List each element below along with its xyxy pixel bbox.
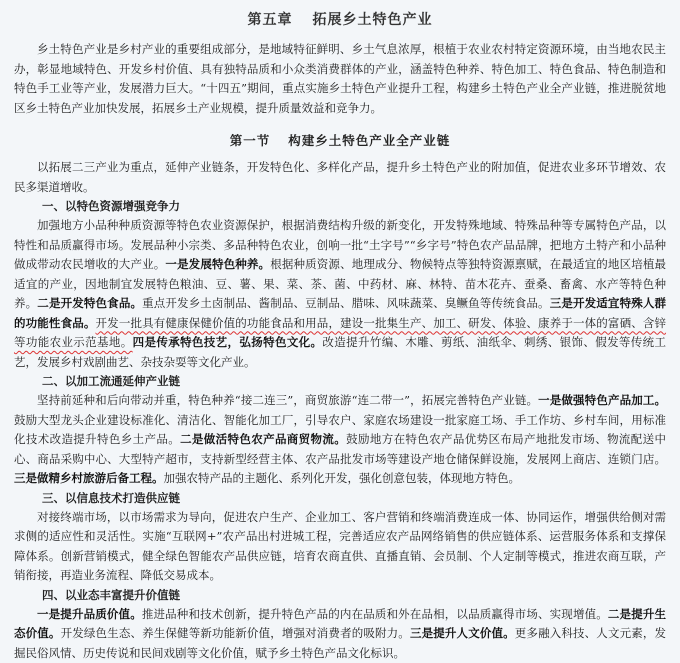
keyword-phrase: 三是提升人文价值。: [410, 626, 515, 640]
chapter-heading: [14, 10, 666, 30]
subsection-title-3: 三、以信息技术打造供应链: [14, 489, 666, 508]
chapter-title: 拓展乡土特色产业: [313, 12, 433, 28]
text-run: 坚持前延种和后向带动并重，特色种养“接二连三”，商贸旅游“连二带一”，拓展完善特色产业链。: [37, 393, 538, 407]
text-run: 重点开发乡土卤制品、酱制品、豆制品、腊味、风味蔬菜、臭鳜鱼等传统食品。: [142, 296, 550, 310]
text-run: 推进品种和技术创新，提升特色产品的内在品质和外在品相，以品质赢得市场、实现增值。: [142, 607, 608, 621]
text-run: 鼓励大型龙头企业建设标准化、清洁化、智能化加工厂，引导农户、家庭农场建设一批家庭工场、手工作坊、乡村车间，用标准化技术改造提升特色乡土产品。: [14, 413, 666, 447]
keyword-phrase: 一是提升品质价值。: [37, 607, 142, 621]
text-run: 根据种质资源、地理成分、物候特点等独特资源禀赋，在最适宜的地区培植最适宜的产业，因地制宜发展特色粮油、豆、薯、果、菜、茶、菌、中药材、麻、林特、苗木花卉、蚕桑、畜禽、水产等特色种养。: [14, 257, 666, 310]
keyword-phrase: 一是做强特色产品加工。: [538, 393, 666, 407]
subsection-title-2: 二、以加工流通延伸产业链: [14, 372, 666, 391]
keyword-phrase: 二是提升生态价值。: [14, 607, 666, 641]
subsection-title-4: 四、以业态丰富提升价值链: [14, 586, 666, 605]
text-run: 加强农特产品的主题化、系列化开发，强化创意包装，体现地方特色。: [164, 471, 521, 485]
section-heading: [14, 131, 666, 149]
text-run: 鼓励地方在特色农产品优势区布局产地批发市场、物流配送中心、商品采购中心、大型特产超市，支持新型经营主体、农产品批发市场等建设产地仓储保鲜设施，发展网上商店、连锁门店。: [14, 432, 666, 466]
subsection-4-paragraph: [14, 605, 666, 663]
keyword-phrase: 四是传承特色技艺，弘扬特色文化。: [133, 335, 323, 349]
subsection-2-paragraph: [14, 391, 666, 489]
text-run: 开发绿色生态、养生保健等新功能新价值，增强对消费者的吸附力。: [61, 626, 410, 640]
section-title: 构建乡土特色产业全产业链: [288, 133, 450, 148]
section-intro-paragraph: 以拓展二三产业为重点，延伸产业链条，开发特色化、多样化产品，提升乡土特色产业的附加值，促进农业多环节增效、农民多渠道增收。: [14, 158, 666, 197]
text-run: 改造提升竹编、木雕、剪纸、油纸伞、刺绣、银饰、假发等传统工艺，发展乡村戏剧曲艺、杂技杂耍等文化产业。: [14, 335, 666, 369]
section-number: 第一节: [230, 133, 271, 148]
subsection-title-1: 一、以特色资源增强竞争力: [14, 197, 666, 216]
subsection-1-paragraph: [14, 216, 666, 372]
keyword-phrase: 三是开发适宜特殊人群的功能性食品。: [14, 296, 666, 330]
keyword-phrase: 二是开发特色食品。: [37, 296, 142, 310]
chapter-intro-paragraph: 乡土特色产业是乡村产业的重要组成部分，是地域特征鲜明、乡土气息浓厚，根植于农业农村特定资源环境，由当地农民主办，彰显地域特色、开发乡村价值、具有独特品质和小众类消费群体的产业，涵盖特色种养、特色加工、特色食品、特色制造和特色手工业等产业，发展潜力巨大。“十四五”期间，重点实施乡土特色产业提升工程，构建乡土特色产业全产业链，推进脱贫地区乡土特色产业加快发展，拓展乡土产业规模，提升质量效益和竞争力。: [14, 40, 666, 118]
text-run: 加强地方小品种种质资源等特色农业资源保护，根据消费结构升级的新变化，开发特殊地域、特殊品种等专属特色产品，以特性和品质赢得市场。发展品种小宗类、多品种特色农业，创响一批“土字号”“乡字号”特色农产品品牌，把地方土特产和小品种做成带动农民增收的大产业。: [14, 218, 666, 271]
subsection-3-paragraph: 对接终端市场，以市场需求为导向，促进农户生产、企业加工、客户营销和终端消费连成一体、协同运作，增强供给侧对需求侧的适应性和灵活性。实施“互联网+”农产品出村进城工程，完善适应农产品网络销售的供应链体系、运营服务体系和支撑保障体系。创新营销模式，健全绿色智能农产品供应链，培育农商直供、直播直销、会员制、个人定制等模式，推进农商互联，产销衔接，再造业务流程、降低交易成本。: [14, 508, 666, 586]
underlined-text-run: 开发一批具有健康保健价值的功能食品和用品，建设一批集生产、加工、研发、体验、康养于一体的富硒、含锌等功能农业示范基地。: [14, 316, 666, 350]
keyword-phrase: 一是发展特色种养。: [165, 257, 270, 271]
keyword-phrase: 二是做活特色农产品商贸物流。: [180, 432, 346, 446]
chapter-number: 第五章: [248, 12, 293, 28]
keyword-phrase: 三是做精乡村旅游后备工程。: [14, 471, 164, 485]
text-run: 更多融入科技、人文元素，发掘民俗风情、历史传说和民间戏剧等文化价值，赋予乡土特色产品文化标识。: [14, 626, 666, 660]
